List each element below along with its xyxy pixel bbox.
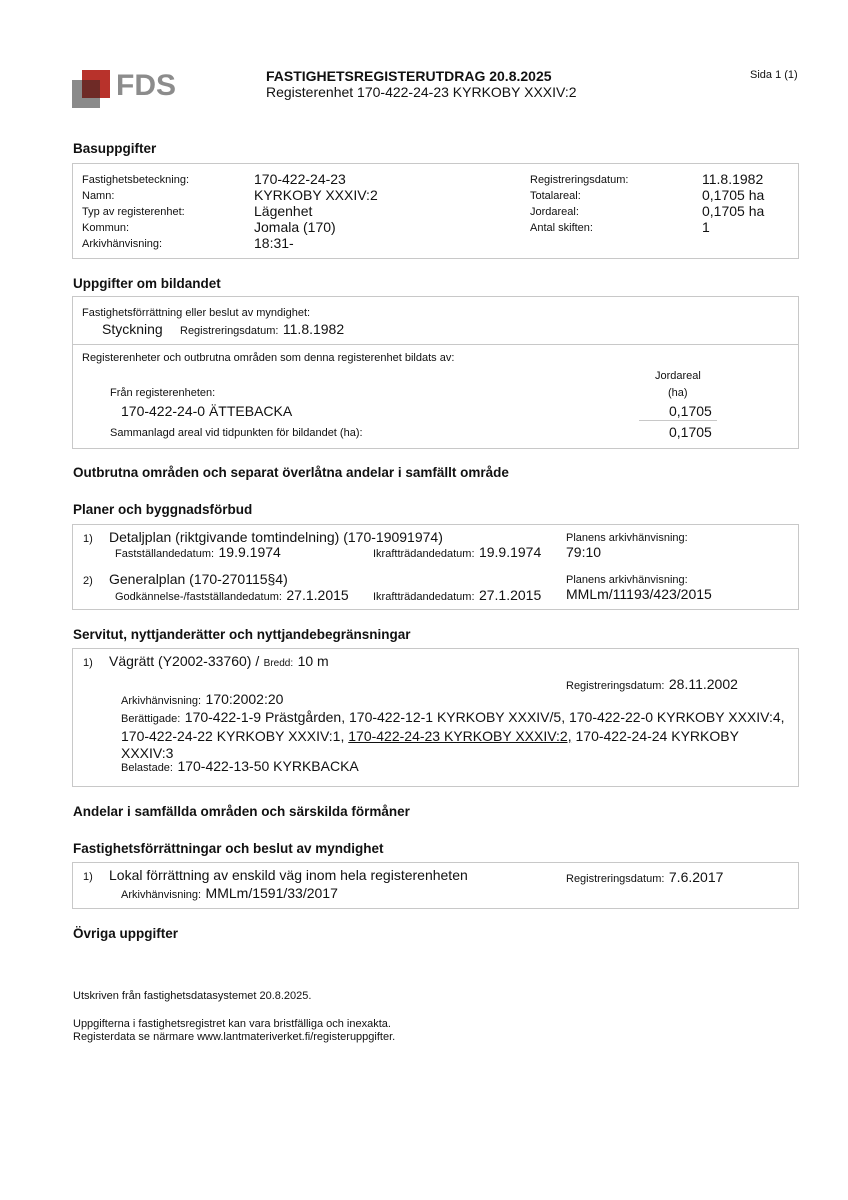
servitut-1-number: 1): [83, 657, 93, 669]
section-heading-planer: Planer och byggnadsförbud: [73, 502, 253, 517]
label-registreringsdatum: Registreringsdatum:: [530, 174, 629, 186]
value-fastighetsbeteckning: 170-422-24-23: [254, 171, 346, 187]
section-heading-outbrutna: Outbrutna områden och separat överlåtna andelar i samfällt område: [73, 465, 509, 480]
plan-2-date1-label: Godkännelse-/fastställandedatum:: [115, 591, 282, 603]
logo-overlap-icon: [82, 80, 100, 98]
berattigade-part2: 170-422-24-22 KYRKOBY XXXIV:1,: [121, 728, 349, 744]
label-fastighetsbeteckning: Fastighetsbeteckning:: [82, 174, 190, 186]
forrattning-1-title: Lokal förrättning av enskild väg inom hela registerenheten: [109, 867, 468, 883]
servitut-1-belastade: [121, 758, 359, 776]
servitut-1-bredd-label: Bredd:: [263, 658, 294, 669]
berattigade-label: Berättigade:: [121, 713, 181, 725]
plan-1-date1-label: Fastställandedatum:: [115, 548, 215, 560]
plan-1-date2-value: 19.9.1974: [478, 544, 542, 560]
value-bildandet-regdatum: 11.8.1982: [282, 321, 345, 337]
divider: [73, 344, 798, 345]
value-total-area: 0,1705: [669, 424, 712, 440]
bildandet-registreringsdatum: [180, 321, 344, 339]
forrattningar-box: [72, 862, 799, 909]
document-title: FASTIGHETSREGISTERUTDRAG 20.8.2025: [266, 68, 552, 84]
servitut-1-berattigade: [121, 709, 801, 762]
plan-2-date1-value: 27.1.2015: [286, 587, 349, 603]
value-forrattning: Styckning: [102, 321, 163, 337]
section-heading-servitut: Servitut, nyttjanderätter och nyttjandebegränsningar: [73, 627, 411, 642]
section-heading-basuppgifter: Basuppgifter: [73, 141, 157, 156]
label-fran-registerenheten: Från registerenheten:: [110, 387, 216, 399]
planer-box: [72, 524, 799, 610]
plan-2-title: Generalplan (170-270115§4): [109, 571, 288, 587]
servitut-1-bredd-value: 10 m: [297, 653, 329, 669]
forrattning-1-arkiv-label: Arkivhänvisning:: [121, 889, 202, 901]
servitut-1-arkiv: [121, 691, 283, 709]
label-forrattning: Fastighetsförrättning eller beslut av myndighet:: [82, 307, 311, 319]
value-fran-registerenheten: 170-422-24-0 ÄTTEBACKA: [121, 403, 293, 419]
forrattning-1-number: 1): [83, 871, 93, 883]
servitut-1-title: Vägrätt (Y2002-33760) /: [109, 653, 260, 669]
label-totalareal: Totalareal:: [530, 190, 581, 202]
plan-2-date2-label: Ikraftträdandedatum:: [373, 591, 475, 603]
value-namn: KYRKOBY XXXIV:2: [254, 187, 378, 203]
plan-2-date1: [115, 587, 349, 605]
plan-1-date1-value: 19.9.1974: [218, 544, 281, 560]
berattigade-part1: 170-422-1-9 Prästgården, 170-422-12-1 KYRKOBY XXXIV/5, 170-422-22-0 KYRKOBY XXXIV:4,: [184, 709, 785, 725]
plan-1-date2-label: Ikraftträdandedatum:: [373, 548, 475, 560]
forrattning-1-arkiv-value: MMLm/1591/33/2017: [205, 885, 338, 901]
servitut-1-arkiv-label: Arkivhänvisning:: [121, 695, 202, 707]
label-kommun: Kommun:: [82, 222, 130, 234]
label-bildandet-regdatum: Registreringsdatum:: [180, 325, 279, 337]
servitut-1-regdatum: [566, 676, 738, 694]
basuppgifter-box: [72, 163, 799, 259]
footer-disclaimer-2: Registerdata se närmare www.lantmateriverket.fi/registeruppgifter.: [73, 1031, 396, 1043]
section-heading-bildandet: Uppgifter om bildandet: [73, 276, 221, 291]
servitut-1-regdatum-label: Registreringsdatum:: [566, 680, 665, 692]
berattigade-current-unit: 170-422-24-23 KYRKOBY XXXIV:2,: [348, 728, 572, 744]
berattigade-part3: 170-422-24-24 KYRKOBY: [571, 728, 739, 744]
value-totalareal: 0,1705 ha: [702, 187, 765, 203]
plan-1-date2: [373, 544, 541, 562]
column-header-ha: (ha): [668, 387, 688, 399]
plan-2-number: 2): [83, 575, 93, 587]
fds-logo: [72, 69, 176, 110]
document-subtitle: Registerenhet 170-422-24-23 KYRKOBY XXXIV:2: [266, 84, 577, 100]
forrattning-1-arkiv: [121, 885, 338, 903]
value-from-area: 0,1705: [669, 403, 712, 419]
berattigade-part4: XXXIV:3: [121, 745, 174, 761]
forrattning-1-regdatum: [566, 869, 723, 887]
servitut-1-regdatum-value: 28.11.2002: [668, 676, 738, 692]
value-typ: Lägenhet: [254, 203, 313, 219]
value-arkivhanvisning: 18:31-: [254, 235, 294, 251]
belastade-value: 170-422-13-50 KYRKBACKA: [177, 758, 359, 774]
plan-2-arkiv-value: MMLm/11193/423/2015: [566, 586, 712, 602]
plan-1-arkiv-label: Planens arkivhänvisning:: [566, 532, 688, 544]
servitut-box: [72, 648, 799, 787]
column-header-jordareal: Jordareal: [655, 370, 701, 382]
servitut-1-title-line: [109, 653, 329, 671]
bildandet-box: [72, 296, 799, 449]
servitut-1-arkiv-value: 170:2002:20: [205, 691, 284, 707]
belastade-label: Belastade:: [121, 762, 173, 774]
section-heading-forrattningar: Fastighetsförrättningar och beslut av myndighet: [73, 841, 384, 856]
label-typ: Typ av registerenhet:: [82, 206, 185, 218]
label-formed-from: Registerenheter och outbrutna områden som denna registerenhet bildats av:: [82, 352, 455, 364]
footer-printed: Utskriven från fastighetsdatasystemet 20.8.2025.: [73, 990, 312, 1002]
label-arkivhanvisning: Arkivhänvisning:: [82, 238, 163, 250]
plan-1-title: Detaljplan (riktgivande tomtindelning) (170-19091974): [109, 529, 443, 545]
plan-2-arkiv-label: Planens arkivhänvisning:: [566, 574, 688, 586]
footer-disclaimer-1: Uppgifterna i fastighetsregistret kan vara bristfälliga och inexakta.: [73, 1018, 391, 1030]
plan-2-date2-value: 27.1.2015: [478, 587, 542, 603]
plan-2-date2: [373, 587, 541, 605]
section-heading-andelar: Andelar i samfällda områden och särskilda förmåner: [73, 804, 410, 819]
plan-1-number: 1): [83, 533, 93, 545]
value-kommun: Jomala (170): [254, 219, 336, 235]
label-jordareal: Jordareal:: [530, 206, 579, 218]
forrattning-1-regdatum-label: Registreringsdatum:: [566, 873, 665, 885]
logo-text: FDS: [116, 69, 176, 102]
plan-1-arkiv-value: 79:10: [566, 544, 602, 560]
forrattning-1-regdatum-value: 7.6.2017: [668, 869, 724, 885]
value-registreringsdatum: 11.8.1982: [702, 171, 764, 187]
value-jordareal: 0,1705 ha: [702, 203, 765, 219]
label-namn: Namn:: [82, 190, 115, 202]
page-number: Sida 1 (1): [750, 69, 798, 81]
sum-line: [639, 420, 717, 421]
label-total-area: Sammanlagd areal vid tidpunkten för bildandet (ha):: [110, 427, 363, 439]
label-antal-skiften: Antal skiften:: [530, 222, 593, 234]
plan-1-date1: [115, 544, 281, 562]
section-heading-ovriga: Övriga uppgifter: [73, 926, 179, 941]
value-antal-skiften: 1: [702, 219, 710, 235]
